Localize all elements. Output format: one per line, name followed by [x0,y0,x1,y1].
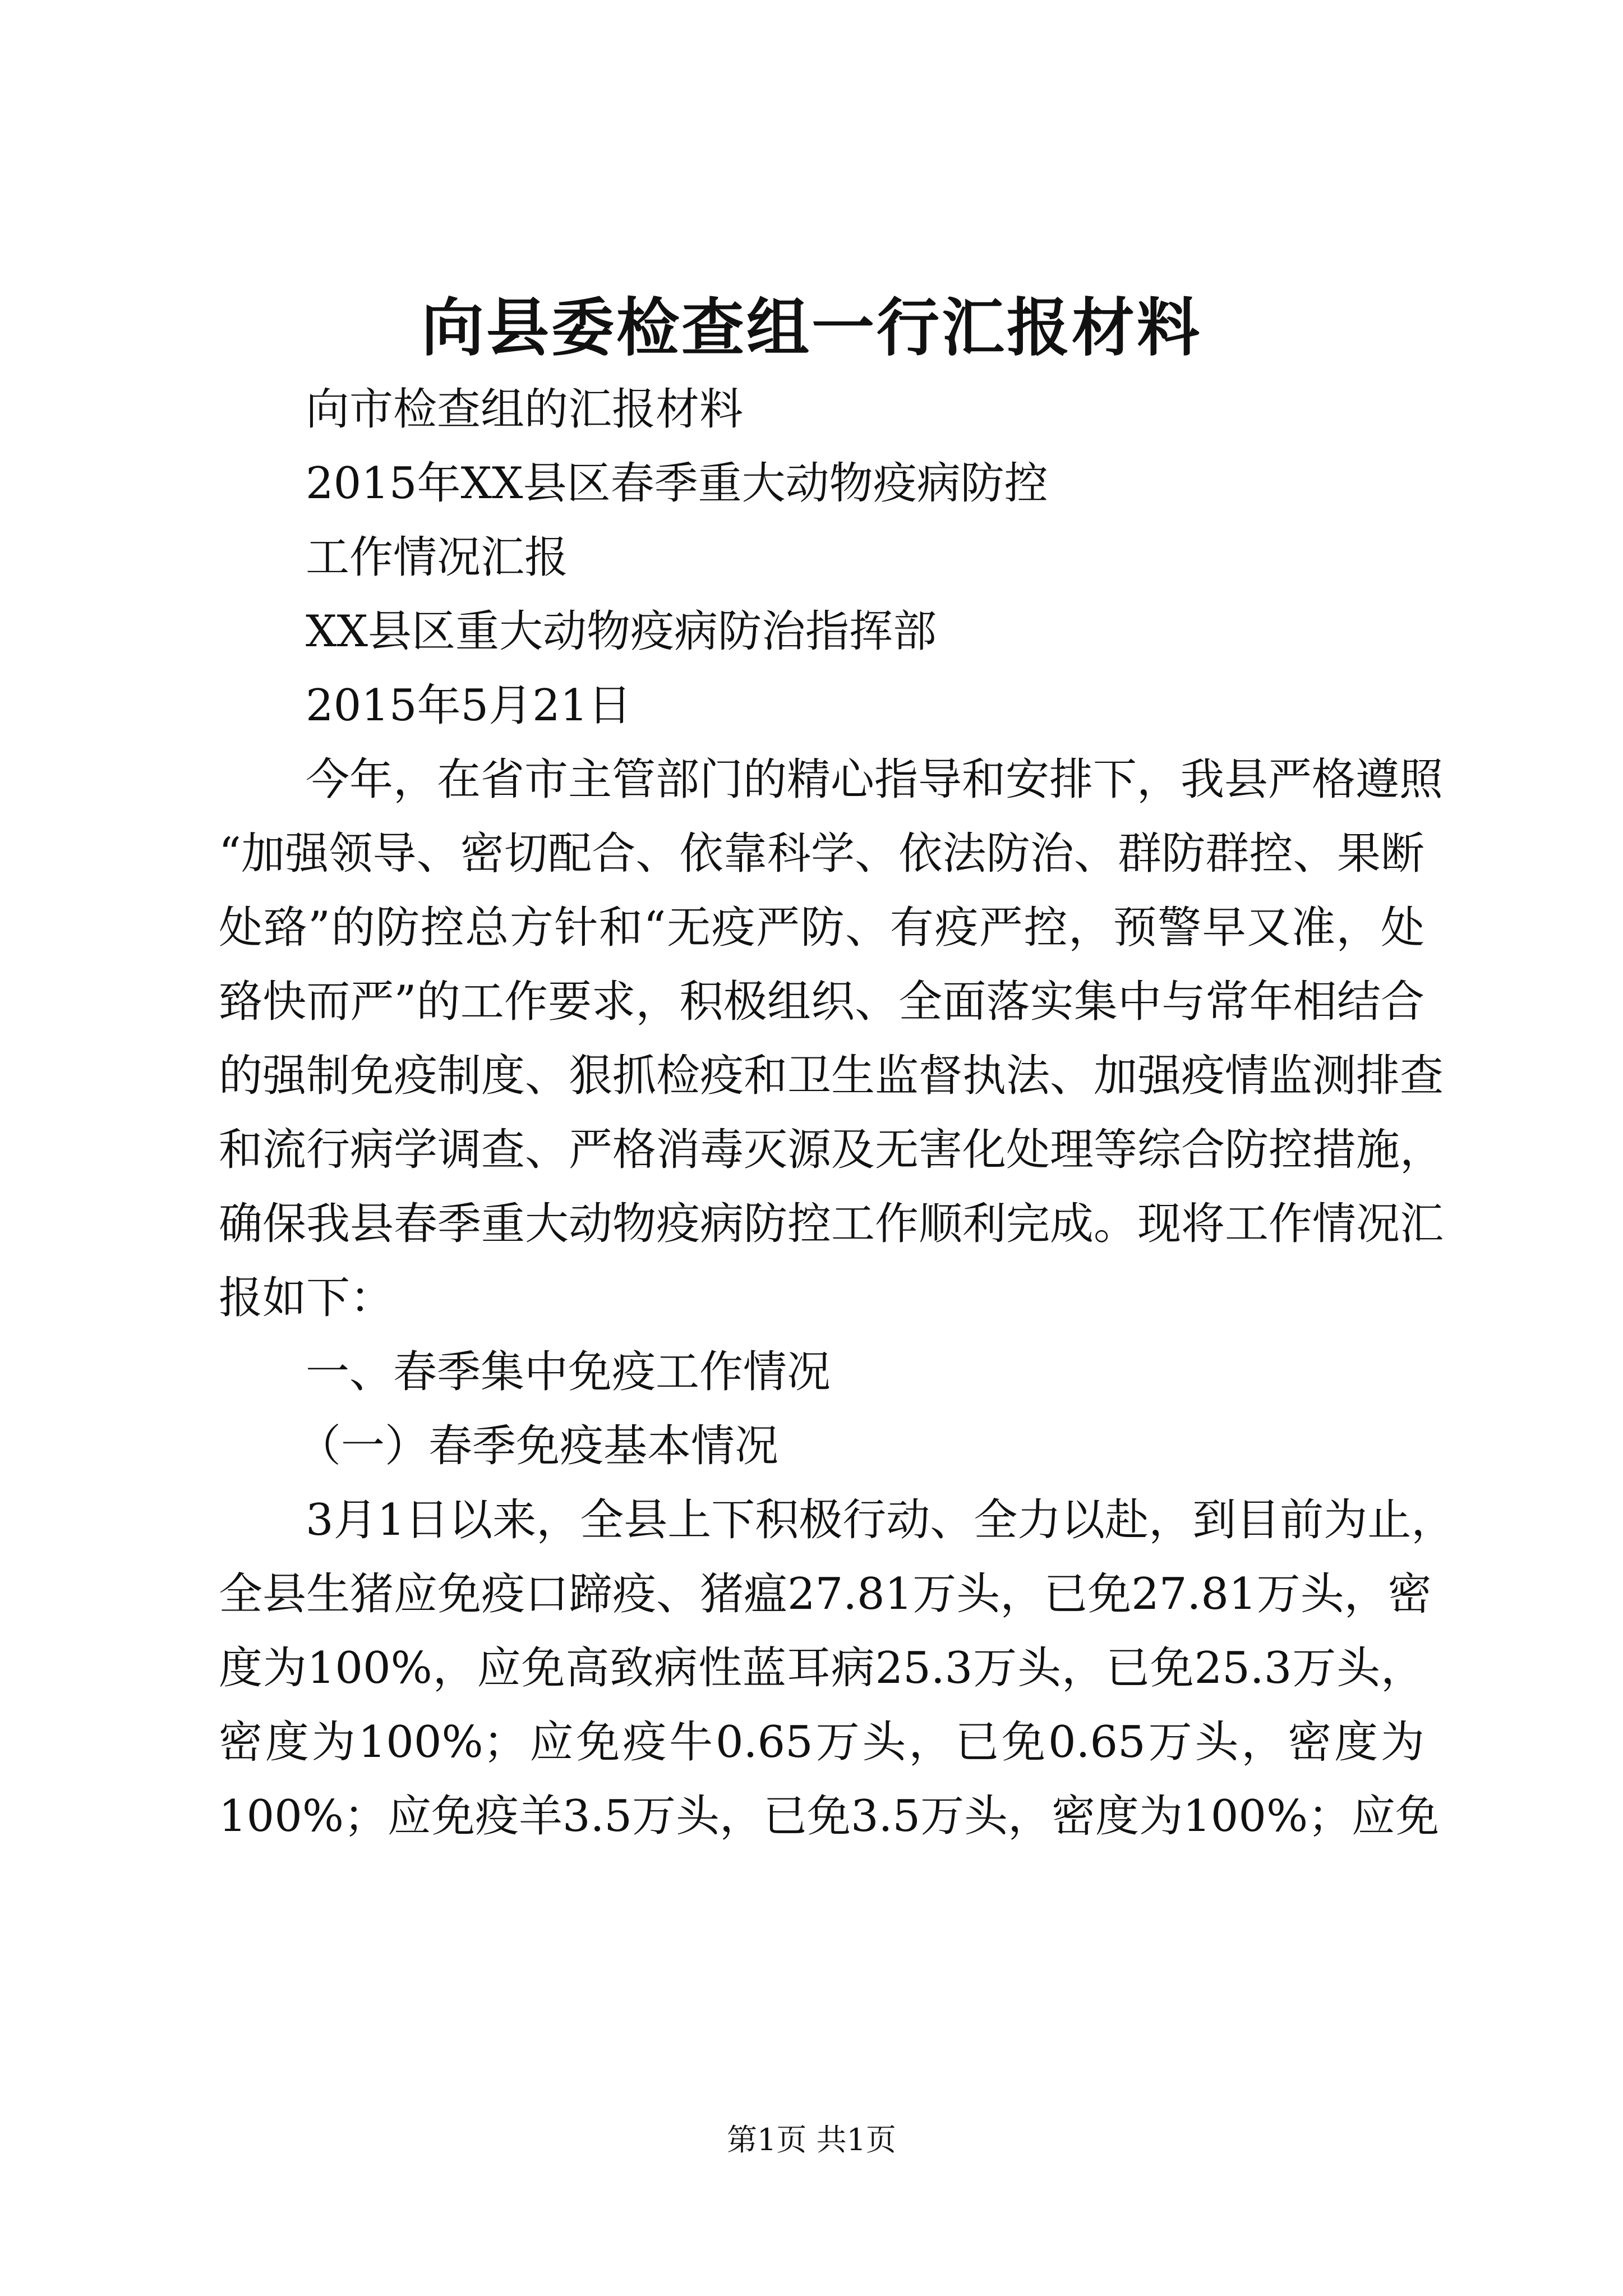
paragraph1-line: 确保我县春季重大动物疫病防控工作顺利完成。现将工作情况汇 [219,1199,1444,1249]
paragraph1-line: 的强制免疫制度、狠抓检疫和卫生监督执法、加强疫情监测排查 [219,1051,1444,1101]
paragraph1-line: 今年，在省市主管部门的精心指导和安排下，我县严格遵照 [306,754,1444,805]
paragraph1-line: 臵快而严”的工作要求，积极组织、全面落实集中与常年相结合 [219,977,1424,1027]
paragraph2-line: 100%；应免疫羊3.5万头，已免3.5万头，密度为100%；应免 [219,1791,1440,1842]
page-footer: 第1页 共1页 [727,2122,896,2157]
paragraph1-line: “加强领导、密切配合、依靠科学、依法防治、群防群控、果断 [219,829,1424,879]
paragraph1-line: 处臵”的防控总方针和“无疫严防、有疫严控，预警早又准，处 [219,903,1424,953]
paragraph2-line: 3月1日以来，全县上下积极行动、全力以赴，到目前为止， [306,1495,1455,1545]
paragraph2-line: 全县生猪应免疫口蹄疫、猪瘟27.81万头，已免27.81万头，密 [219,1569,1432,1619]
meta-line-issuer: XX县区重大动物疫病防治指挥部 [306,606,937,657]
meta-line-date: 2015年5月21日 [306,680,632,731]
paragraph1-line: 报如下： [219,1273,394,1323]
paragraph2-line: 度为100%，应免高致病性蓝耳病25.3万头，已免25.3万头， [219,1643,1424,1694]
paragraph2-line: 密度为100%；应免疫牛0.65万头，已免0.65万头，密度为 [219,1717,1424,1768]
meta-line-report-title: 2015年XX县区春季重大动物疫病防控 [306,458,1048,509]
paragraph1-line: 和流行病学调查、严格消毒灭源及无害化处理等综合防控措施， [219,1125,1444,1175]
meta-line-recipient: 向市检查组的汇报材料 [306,384,744,435]
meta-line-report-subtitle: 工作情况汇报 [306,532,569,583]
subsection-heading: （一）春季免疫基本情况 [297,1421,779,1471]
document-title: 向县委检查组一行汇报材料 [421,291,1202,365]
section-heading: 一、春季集中免疫工作情况 [306,1347,831,1397]
